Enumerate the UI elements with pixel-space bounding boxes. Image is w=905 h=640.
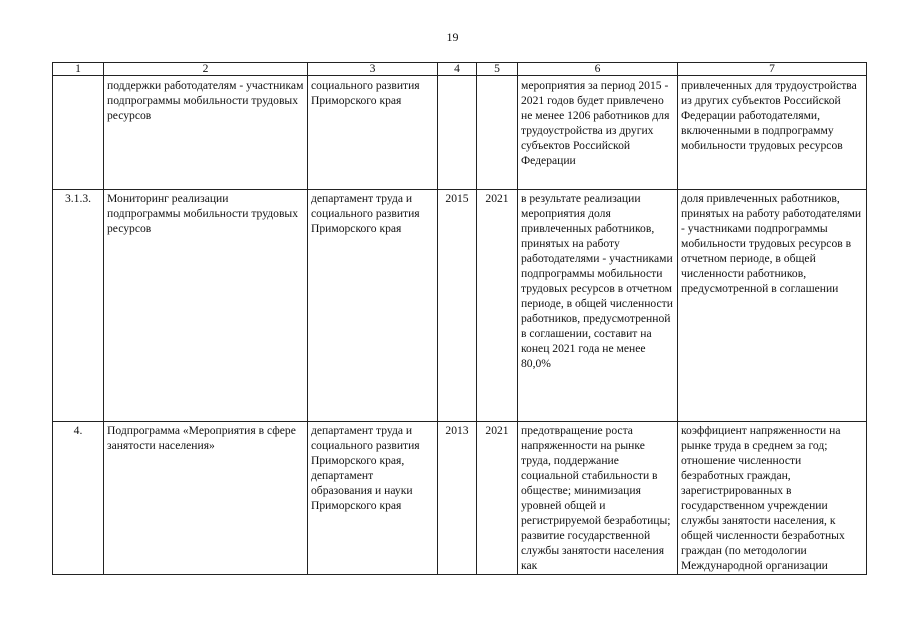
- row-end-year: 2021: [477, 190, 518, 422]
- col-header-1: 1: [53, 63, 104, 76]
- row-responsible: социального развития Приморского края: [308, 76, 438, 190]
- row-result: предотвращение роста напряженности на рынке труда, поддержание социальной стабильности в обществе; минимизация уровней общей и регистрируемой безработицы; развитие государственной службы занятости населения как: [518, 422, 678, 575]
- row-end-year: 2021: [477, 422, 518, 575]
- row-number: 4.: [53, 422, 104, 575]
- row-indicator: привлеченных для трудоустройства из других субъектов Российской Федерации работодателями, включенными в подпрограмму мобильности трудовых ресурсов: [678, 76, 867, 190]
- page-number: 19: [446, 30, 459, 44]
- col-header-3: 3: [308, 63, 438, 76]
- row-responsible: департамент труда и социального развития Приморского края, департамент образования и науки Приморского края: [308, 422, 438, 575]
- row-end-year: [477, 76, 518, 190]
- row-result: в результате реализации мероприятия доля привлеченных работников, принятых на работу работодателями - участниками подпрограммы мобильности трудовых ресурсов в отчетном периоде, в общей численности работников, предусмотренной в соглашении, составит на конец 2021 года не менее 80,0%: [518, 190, 678, 422]
- program-table: [52, 62, 867, 575]
- table-row: [53, 76, 867, 190]
- table-row: [53, 422, 867, 575]
- row-indicator: доля привлеченных работников, принятых на работу работодателями - участниками подпрограммы мобильности трудовых ресурсов в отчетном периоде, в общей численности работников, предусмотренной в соглашении: [678, 190, 867, 422]
- row-result: мероприятия за период 2015 - 2021 годов будет привлечено не менее 1206 работников для трудоустройства из других субъектов Российской Федерации: [518, 76, 678, 190]
- col-header-5: 5: [477, 63, 518, 76]
- table-row: [53, 190, 867, 422]
- row-start-year: [438, 76, 477, 190]
- col-header-7: 7: [678, 63, 867, 76]
- row-start-year: 2015: [438, 190, 477, 422]
- header-row: [53, 63, 867, 76]
- row-name: Подпрограмма «Мероприятия в сфере занятости населения»: [104, 422, 308, 575]
- row-indicator: коэффициент напряженности на рынке труда в среднем за год; отношение численности безработных граждан, зарегистрированных в государственном учреждении службы занятости населения, к общей численности безработных граждан (по методологии Международной организации: [678, 422, 867, 575]
- row-responsible: департамент труда и социального развития Приморского края: [308, 190, 438, 422]
- row-name: поддержки работодателям - участникам подпрограммы мобильности трудовых ресурсов: [104, 76, 308, 190]
- col-header-6: 6: [518, 63, 678, 76]
- row-start-year: 2013: [438, 422, 477, 575]
- col-header-2: 2: [104, 63, 308, 76]
- col-header-4: 4: [438, 63, 477, 76]
- row-number: [53, 76, 104, 190]
- row-name: Мониторинг реализации подпрограммы мобильности трудовых ресурсов: [104, 190, 308, 422]
- row-number: 3.1.3.: [53, 190, 104, 422]
